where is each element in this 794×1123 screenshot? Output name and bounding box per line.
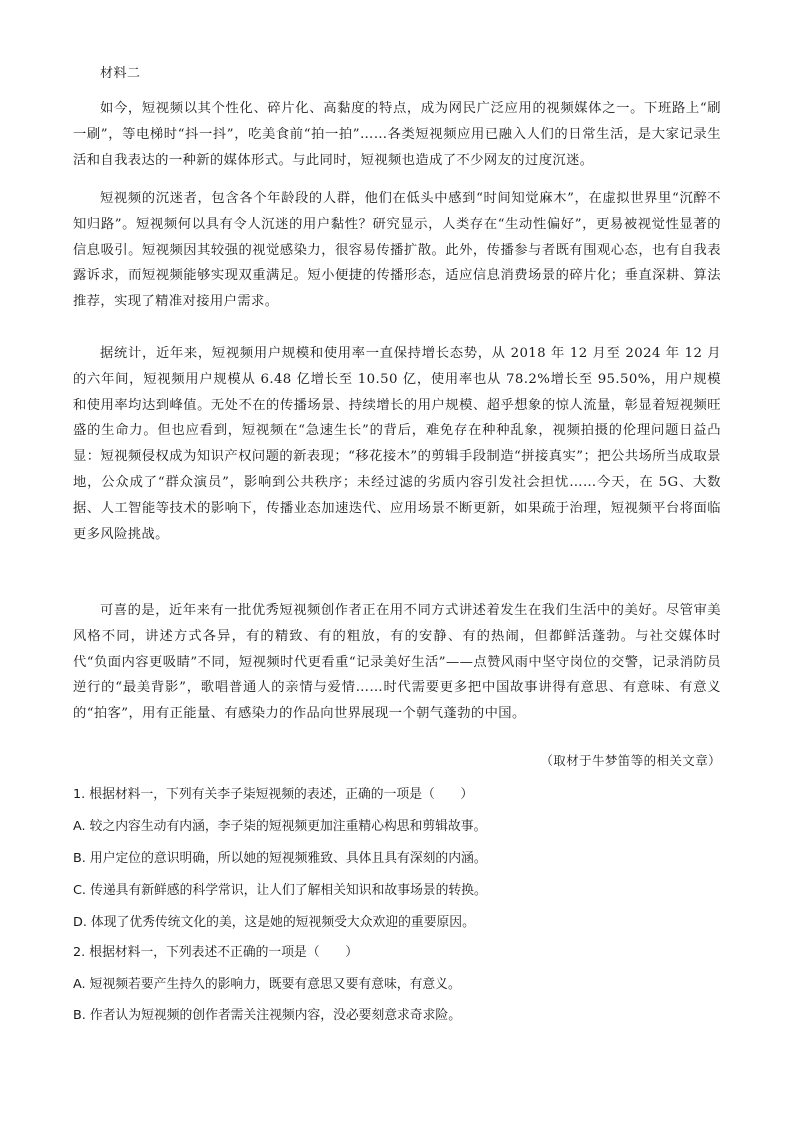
question-2-stem: 2. 根据材料一，下列表述不正确的一项是（ ）: [73, 945, 359, 960]
material-paragraph-1: 如今，短视频以其个性化、碎片化、高黏度的特点，成为网民广泛应用的视频媒体之一。下班路上“刷一刷”，等电梯时“抖一抖”，吃美食前“拍一拍”……各类短视频应用已融入人们的日常生活，是大家记录生活和自我表达的一种新的媒体形式。与此同时，短视频也造成了不少网友的过度沉迷。: [73, 101, 721, 168]
material-paragraph-4: 可喜的是，近年来有一批优秀短视频创作者正在用不同方式讲述着发生在我们生活中的美好。尽管审美风格不同，讲述方式各异，有的精致、有的粗放，有的安静、有的热闹，但都鲜活蓬勃。与社交媒体时代“负面内容更吸睛”不同，短视频时代更看重“记录美好生活”——点赞风雨中坚守岗位的交警，记录消防员逆行的“最美背影”，歌唱普通人的亲情与爱情……时代需要更多把中国故事讲得有意思、有意味、有意义的“拍客”，用有正能量、有感染力的作品向世界展现一个朝气蓬勃的中国。: [73, 603, 721, 722]
question-2-option-b: B. 作者认为短视频的创作者需关注视频内容，没必要刻意求奇求险。: [73, 1008, 462, 1023]
question-2-option-a: A. 短视频若要产生持久的影响力，既要有意思又要有意味，有意义。: [73, 977, 461, 992]
question-1-stem: 1. 根据材料一，下列有关李子柒短视频的表述，正确的一项是（ ）: [73, 787, 474, 802]
question-1-option-c: C. 传递具有新鲜感的科学常识，让人们了解相关知识和故事场景的转换。: [73, 883, 487, 898]
material-heading: 材料二: [100, 66, 141, 81]
question-1-option-a: A. 较之内容生动有内涵，李子柒的短视频更加注重精心构思和剪辑故事。: [73, 819, 487, 834]
material-source: （取材于牛梦笛等的相关文章）: [540, 753, 721, 768]
question-1-option-d: D. 体现了优秀传统文化的美，这是她的短视频受大众欢迎的重要原因。: [73, 915, 475, 930]
question-1-option-b: B. 用户定位的意识明确，所以她的短视频雅致、具体且具有深刻的内涵。: [73, 851, 487, 866]
material-paragraph-3: 据统计，近年来，短视频用户规模和使用率一直保持增长态势，从 2018 年 12 月至 2024 年 12 月的六年间，短视频用户规模从 6.48 亿增长至 10.50 亿，使用率也从 78.2%增长至 95.50%，用户规模和使用率均达到峰值。无处不在的传播场景、持续增长的用户规模、超乎想象的惊人流量，彰显着短视频旺盛的生命力。但也应看到，短视频在“急速生长”的背后，难免存在种种乱象，视频拍摄的伦理问题日益凸显：短视频侵权成为知识产权问题的新表现；“移花接木”的剪辑手段制造“拼接真实”；把公共场所当成取景地，公众成了“群众演员”，影响到公共秩序；未经过滤的劣质内容引发社会担忧……今天，在 5G、大数据、人工智能等技术的影响下，传播业态加速迭代、应用场景不断更新，如果疏于治理，短视频平台将面临更多风险挑战。: [73, 346, 721, 542]
material-paragraph-2: 短视频的沉迷者，包含各个年龄段的人群，他们在低头中感到“时间知觉麻木”，在虚拟世界里“沉醉不知归路”。短视频何以具有令人沉迷的用户黏性？研究显示，人类存在“生动性偏好”，更易被视觉性显著的信息吸引。短视频因其较强的视觉感染力，很容易传播扩散。此外，传播参与者既有围观心态，也有自我表露诉求，而短视频能够实现双重满足。短小便捷的传播形态，适应信息消费场景的碎片化；垂直深耕、算法推荐，实现了精准对接用户需求。: [73, 191, 721, 310]
